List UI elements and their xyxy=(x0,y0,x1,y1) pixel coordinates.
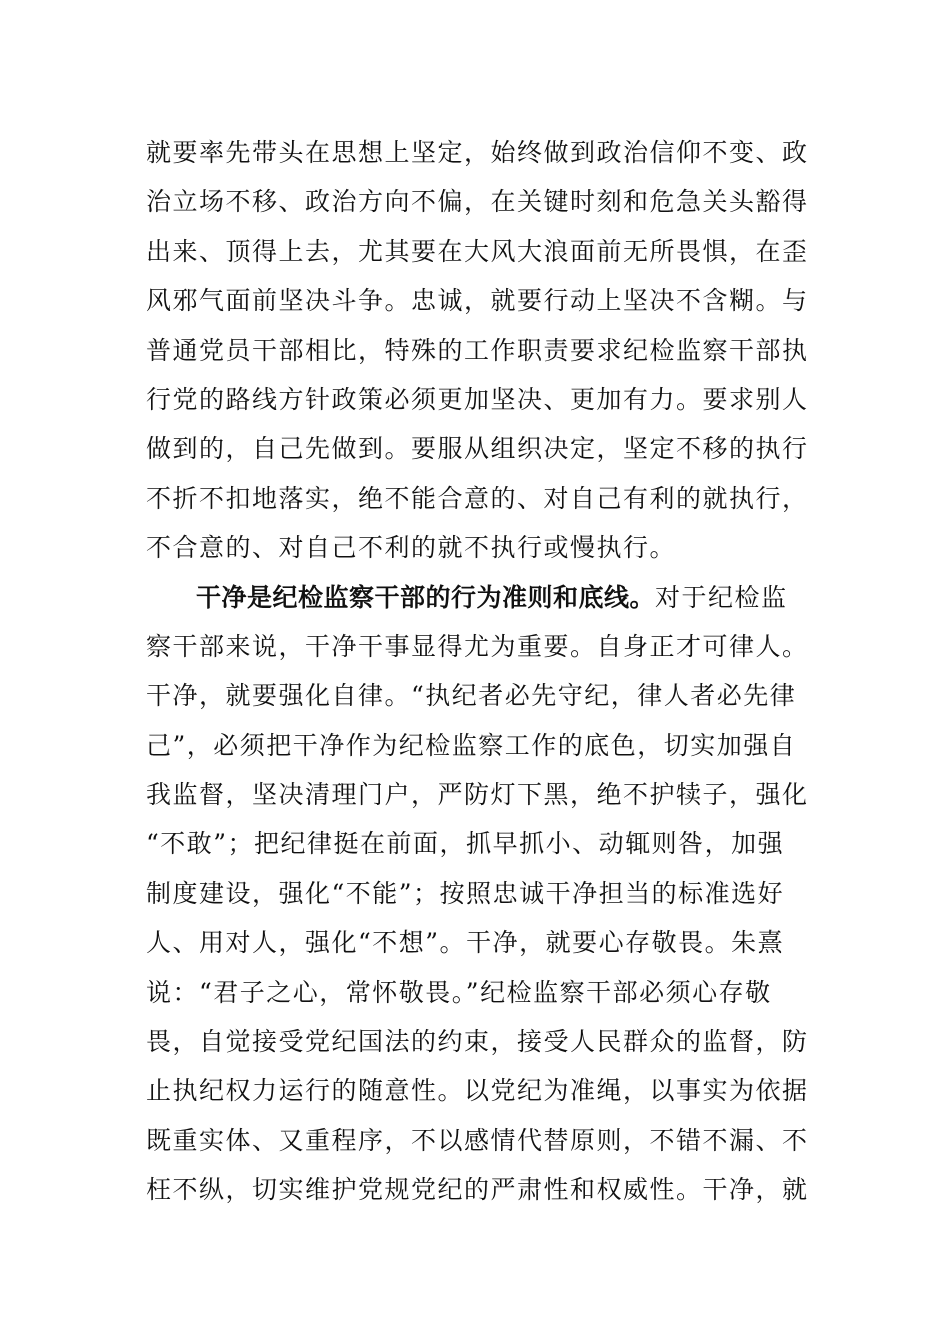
paragraph-line: 止执纪权力运行的随意性。以党纪为准绳，以事实为依据 xyxy=(146,1076,809,1106)
paragraph-line: 风邪气面前坚决斗争。忠诚，就要行动上坚决不含糊。与 xyxy=(146,286,809,316)
paragraph-line: 做到的，自己先做到。要服从组织决定，坚定不移的执行 xyxy=(146,434,809,464)
paragraph-line: 干净，就要强化自律。“执纪者必先守纪，律人者必先律 xyxy=(146,681,797,711)
paragraph-heading: 干净是纪检监察干部的行为准则和底线。 xyxy=(196,582,656,612)
paragraph-line: 枉不纵，切实维护党规党纪的严肃性和权威性。干净，就 xyxy=(146,1175,809,1205)
paragraph-line: 出来、顶得上去，尤其要在大风大浪面前无所畏惧，在歪 xyxy=(146,236,809,266)
paragraph-line: 察干部来说，干净干事显得尤为重要。自身正才可律人。 xyxy=(146,631,809,661)
paragraph-line: 不合意的、对自己不利的就不执行或慢执行。 xyxy=(146,533,677,563)
paragraph-line: 治立场不移、政治方向不偏，在关键时刻和危急关头豁得 xyxy=(146,187,809,217)
paragraph-line: 就要率先带头在思想上坚定，始终做到政治信仰不变、政 xyxy=(146,138,809,167)
paragraph-line: 既重实体、又重程序，不以感情代替原则，不错不漏、不 xyxy=(146,1125,809,1155)
paragraph-line: “不敢”；把纪律挺在前面，抓早抓小、动辄则咎，加强 xyxy=(146,829,785,859)
paragraph-line: 制度建设，强化“不能”；按照忠诚干净担当的标准选好 xyxy=(146,878,785,908)
paragraph-first-line xyxy=(146,573,811,622)
paragraph-line: 说：“君子之心，常怀敬畏。”纪检监察干部必须心存敬 xyxy=(146,977,772,1007)
body-text xyxy=(146,128,811,1215)
paragraph-line: 畏，自觉接受党纪国法的约束，接受人民群众的监督，防 xyxy=(146,1027,809,1057)
paragraph-line: 普通党员干部相比，特殊的工作职责要求纪检监察干部执 xyxy=(146,335,809,365)
paragraph-line: 行党的路线方针政策必须更加坚决、更加有力。要求别人 xyxy=(146,384,809,414)
paragraph-line: 不折不扣地落实，绝不能合意的、对自己有利的就执行， xyxy=(146,483,809,513)
paragraph-line: 己”，必须把干净作为纪检监察工作的底色，切实加强自 xyxy=(146,730,797,760)
paragraph-line: 我监督，坚决清理门户，严防灯下黑，绝不护犊子，强化 xyxy=(146,780,809,810)
paragraph-line: 人、用对人，强化“不想”。干净，就要心存敬畏。朱熹 xyxy=(146,928,785,958)
paragraph-line-rest: 对于纪检监 xyxy=(655,582,788,612)
